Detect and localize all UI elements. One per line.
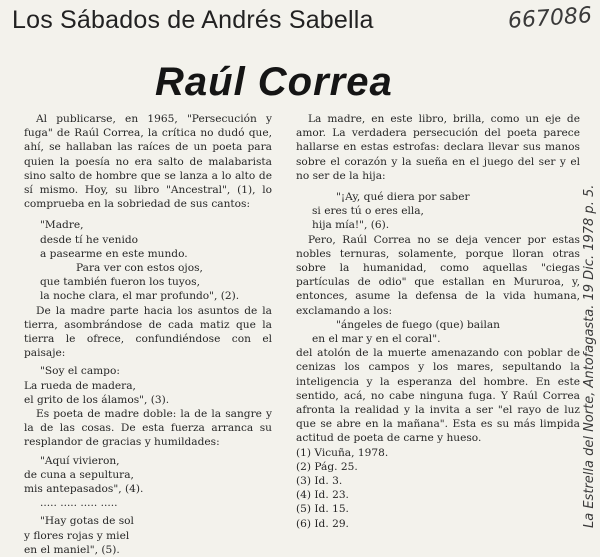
verse-line: a pasearme en este mundo.	[40, 247, 188, 260]
footnote: (3) Id. 3.	[296, 475, 343, 488]
right-paragraph-3: del atolón de la muerte amenazando con poblar de cenizas los campos y los mares, sepultando la inteligencia y la esperanza del hombre. En este sentido, acá, no cabe ninguna fuga. Y Raúl Correa afronta la realidad y la invita a ser "el rayo de luz que se abre en la mañana". Esta es su más limpida actitud de poeta de carne y hueso.	[296, 347, 580, 445]
verse-line: desde tí he venido	[40, 233, 139, 246]
verse-line: la noche clara, el mar profundo", (2).	[40, 290, 240, 303]
verse-line: en el mar y en el coral".	[312, 333, 441, 346]
footnote: (5) Id. 15.	[296, 503, 349, 516]
verse-line: "Soy el campo:	[40, 365, 120, 378]
footnote: (1) Vicuña, 1978.	[296, 446, 389, 459]
handwritten-code: 667086	[507, 3, 593, 34]
right-paragraph-1: La madre, en este libro, brilla, como un eje de amor. La verdadera persecución del poeta parece hallarse en estas estrofas: declara llevar sus manos sobre el corazón y la sueña en el juego del ser y el no ser de la hija:	[296, 113, 580, 182]
verse-line: de cuna a sepultura,	[24, 468, 134, 481]
verse-line: el grito de los álamos", (3).	[24, 393, 170, 406]
verse-line: "¡Ay, qué diera por saber	[336, 191, 470, 204]
footnote: (6) Id. 29.	[296, 517, 349, 530]
verse-line: que también fueron los tuyos,	[40, 276, 200, 289]
handwritten-source-note: La Estrella del Norte, Antofagasta. 19 Dic. 1978 p. 5.	[582, 184, 597, 528]
left-column	[24, 112, 272, 557]
left-paragraph-2: De la madre parte hacia los asuntos de la tierra, asombrándose de cada matiz que la tierra le ofrece, confundiéndose con el paisaje:	[24, 304, 272, 360]
verse-line: en el maniel", (5).	[24, 543, 120, 556]
right-column	[296, 112, 580, 531]
footnote: (2) Pág. 25.	[296, 460, 358, 473]
verse-line: Para ver con estos ojos,	[76, 262, 203, 275]
verse-line: si eres tú o eres ella,	[312, 205, 424, 218]
verse-line: La rueda de madera,	[24, 379, 136, 392]
verse-line: hija mía!", (6).	[312, 219, 390, 232]
ellipsis-divider: ..... ..... ..... .....	[40, 497, 118, 510]
article-title: Raúl Correa	[155, 60, 393, 104]
left-paragraph-3: Es poeta de madre doble: la de la sangre y la de las cosas. De esta fuerza arranca su resplandor de gracias y humildades:	[24, 408, 272, 449]
verse-line: "Madre,	[40, 219, 84, 232]
right-paragraph-2: Pero, Raúl Correa no se deja vencer por estas nobles ternuras, solamente, porque lloran otras sobre la humanidad, como aquellas "ciegas partículas de odio" que estallan en Mururoa, y, entonces, asume la defensa de la vida humana, exclamando a los:	[296, 233, 580, 317]
verse-line: "Aquí vivieron,	[40, 454, 120, 467]
left-paragraph-1: Al publicarse, en 1965, "Persecución y fuga" de Raúl Correa, la crítica no dudó que, ahí, se hallaban las raíces de un poeta para quien la poesía no era salto de malabarista sino salto de hombre que se lanza a lo alto de sí mismo. Hoy, su libro "Ancestral", (1), lo comprueba en la sobriedad de sus cantos:	[24, 113, 272, 211]
verse-line: "ángeles de fuego (que) bailan	[336, 318, 501, 331]
verse-line: "Hay gotas de sol	[40, 515, 134, 528]
verse-line: y flores rojas y miel	[24, 529, 130, 542]
series-header: Los Sábados de Andrés Sabella	[12, 6, 374, 34]
footnote: (4) Id. 23.	[296, 489, 349, 502]
verse-line: mis antepasados", (4).	[24, 483, 144, 496]
